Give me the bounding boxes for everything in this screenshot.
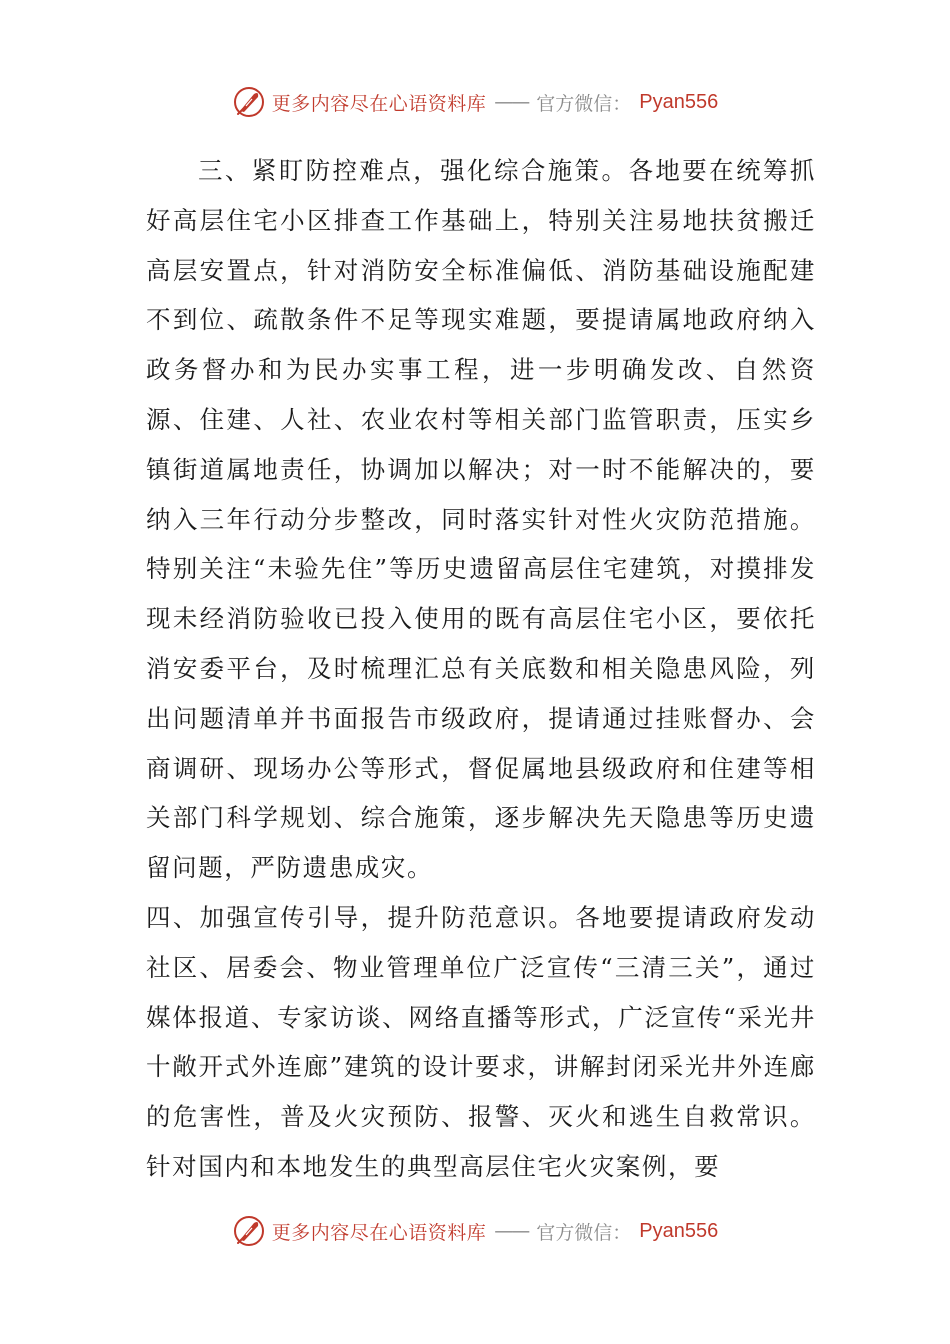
wechat-id: Pyan556 [639,1219,719,1242]
wechat-label: 官方微信： [536,92,632,115]
header-watermark-banner [0,82,950,122]
brand-text: 更多内容尽在心语资料库 [271,1221,487,1244]
wechat-id: Pyan556 [639,90,719,113]
banner-separator: —— [494,1220,529,1242]
paragraph-prevention-measures: 三、紧盯防控难点，强化综合施策。各地要在统筹抓好高层住宅小区排查工作基础上，特别关注易地扶贫搬迁高层安置点，针对消防安全标准偏低、消防基础设施配建不到位、疏散条件不足等现实难题，要提请属地政府纳入政务督办和为民办实事工程，进一步明确发改、自然资源、住建、人社、农业农村等相关部门监管职责，压实乡镇街道属地责任，协调加以解决；对一时不能解决的，要纳入三年行动分步整改，同时落实针对性火灾防范措施。特别关注“未验先住”等历史遗留高层住宅建筑，对摸排发现未经消防验收已投入使用的既有高层住宅小区，要依托消安委平台，及时梳理汇总有关底数和相关隐患风险，列出问题清单并书面报告市级政府，提请通过挂账督办、会商调研、现场办公等形式，督促属地县级政府和住建等相关部门科学规划、综合施策，逐步解决先天隐患等历史遗留问题，严防遗患成灾。 [146,156,816,883]
paragraph-publicity-guidance: 四、加强宣传引导，提升防范意识。各地要提请政府发动社区、居委会、物业管理单位广泛宣传“三清三关”，通过媒体报道、专家访谈、网络直播等形式，广泛宣传“采光井十敞开式外连廊”建筑的设计要求，讲解封闭采光井外连廊的危害性，普及火灾预防、报警、灭火和逃生自救常识。针对国内和本地发生的典型高层住宅火灾案例，要 [146,902,816,1181]
brand-text: 更多内容尽在心语资料库 [271,92,487,115]
document-body [146,146,816,1192]
wechat-label: 官方微信： [536,1221,632,1244]
banner-separator: —— [494,91,529,113]
quill-logo-icon [232,1214,266,1248]
quill-logo-icon [232,85,266,119]
footer-watermark-banner [0,1211,950,1251]
